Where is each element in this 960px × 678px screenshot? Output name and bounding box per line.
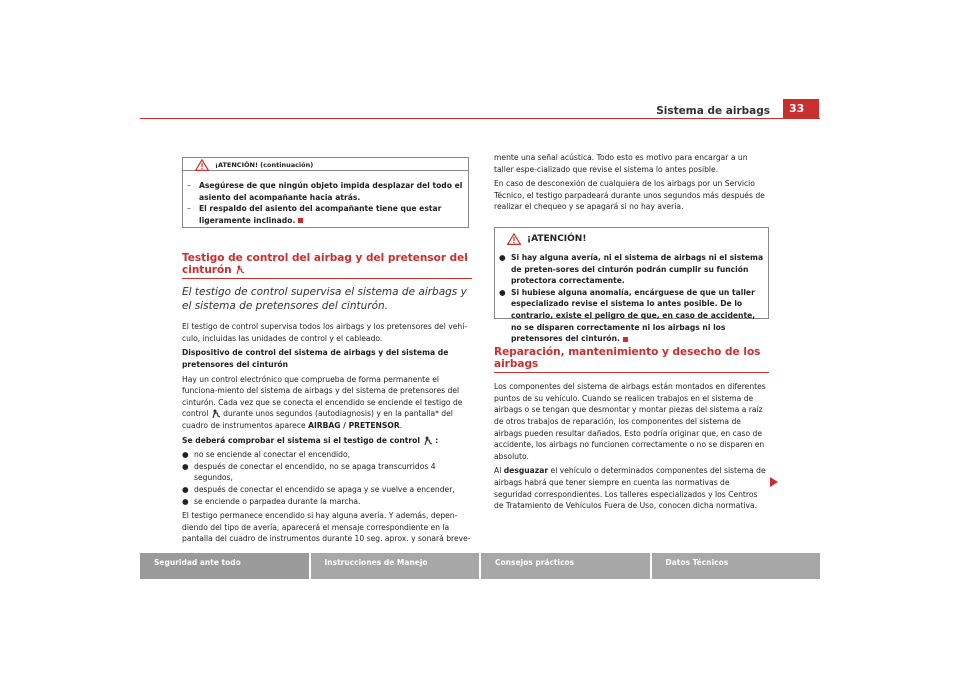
warning-continued-title: ¡ATENCIÓN! (continuación) [215,161,314,169]
right-column-bottom [494,347,769,515]
display-message: AIRBAG / PRETENSOR [308,420,400,430]
warning-continued-list [187,180,465,226]
paragraph: En caso de desconexión de cualquiera de los airbags por un Servicio Técnico, el testigo parpadeará durante unos segundos más después de realizar el chequeo y se apagará si no hay avería. [494,179,765,212]
footer-nav [140,553,820,579]
warning-item: ● Si hay alguna avería, ni el sistema de airbags ni el sistema de preten-sores del cinturón podrán cumplir su función protectora correctamente. [499,253,764,286]
paragraph-text: durante unos segundos (autodiagnosis) y en la pantalla* del cuadro de instrumentos aparece [182,409,453,430]
footer-tab-datos[interactable]: Datos Técnicos [652,553,821,579]
section-title-warning-lamp [182,253,472,279]
paragraph: mente una señal acústica. Todo esto es motivo para encargar a un taller espe-cializado que revise el sistema lo antes posible. [494,153,748,174]
section-title-repair: Reparación, mantenimiento y desecho de los airbags [494,347,769,373]
paragraph [494,465,769,511]
airbag-lamp-icon [423,436,433,446]
list-item-text: después de conectar el encendido, no se apaga transcurridos 4 segundos, [194,461,436,483]
warning-triangle-icon [507,233,521,245]
warning-continued-item-text: Asegúrese de que ningún objeto impida desplazar del todo el asiento del acompañante hacia atrás. [199,181,463,202]
airbag-lamp-icon [211,409,221,419]
warning-header [507,233,586,245]
list-item: ● no se enciende al conectar el encendido, [182,450,351,460]
list-item: ● después de conectar el encendido, no se apaga transcurridos 4 segundos, [182,461,472,484]
check-list [182,449,472,507]
footer-tab-consejos[interactable]: Consejos prácticos [481,553,650,579]
page-number: 33 [783,99,819,118]
list-item-text: se enciende o parpadea durante la marcha. [194,496,361,506]
airbag-lamp-icon [235,265,245,275]
warning-box [494,227,769,344]
end-mark-icon [623,337,628,342]
warning-triangle-icon [195,159,209,171]
warning-list [499,252,765,345]
subheading: Dispositivo de control del sistema de airbags y del sistema de pretensores del cinturón [182,348,449,369]
right-column-top [494,152,769,216]
paragraph-text: el vehículo o determinados componentes del sistema de airbags habrá que tener siempre en cuenta las normativas de seguridad correspondientes. Los talleres especializados y los Centros de Tratamiento de Vehículos Fuera de Uso, conocen dicha normativa. [494,466,766,511]
warning-item-text: Si hubiese alguna anomalía, encárguese de que un taller especializado revise el sistema lo antes posible. De lo contrario, existe el peligro de que, en caso de accidente, no se disparen correctamente ni los airbags ni los pretensores del cinturón. [511,287,756,344]
check-heading [182,435,472,447]
warning-item-text: Si hay alguna avería, ni el sistema de airbags ni el sistema de preten-sores del cinturón podrán cumplir su función protectora correctamente. [511,253,764,286]
section-title-text: Testigo de control del airbag y del pretensor del cinturón [182,252,468,276]
paragraph: El testigo de control supervisa todos los airbags y los pretensores del vehí-culo, incluidas las unidades de control y el cableado. [182,322,468,343]
end-mark-icon [298,218,303,223]
warning-continued-item: – Asegúrese de que ningún objeto impida desplazar del todo el asiento del acompañante hacia atrás. [187,180,465,203]
paragraph: Hay un control electrónico que comprueba de forma permanente el funciona-miento del sistema de airbags y del sistema de pretensores del cinturón. Cada vez que se conecta el encendido se enciende el testigo de control durante unos segundos (autodiagnosis) y en la pantalla* del cuadro de instrumentos aparece AIRBAG / PRETENSOR. [182,374,463,430]
warning-continued-box [182,157,469,228]
warning-continued-item: – El respaldo del asiento del acompañante tiene que estar ligeramente inclinado. [187,204,442,225]
paragraph-text: Hay un control electrónico que comprueba de forma permanente el funciona-miento del sistema de airbags y del sistema de pretensores del cinturón. Cada vez que se conecta el encendido se enciende el testigo de control [182,374,463,419]
section-lead: El testigo de control supervisa el sistema de airbags y el sistema de pretensores del cinturón. [182,286,467,313]
warning-continued-header [195,159,313,171]
list-item-text: después de conectar el encendido se apaga y se vuelve a encender, [194,484,455,494]
check-heading-text: Se deberá comprobar el sistema si el testigo de control [182,435,420,445]
paragraph-text: Al [494,466,502,476]
list-item: ● se enciende o parpadea durante la marcha. [182,496,361,506]
paragraph: Los componentes del sistema de airbags están montados en diferentes puntos de su vehículo. Cuando se realicen trabajos en el sistema de airbags o se tengan que desmontar y montar piezas del sistema a raíz de otros trabajos de reparación, los componentes del sistema de airbags pueden resultar dañados. Esto podría originar que, en caso de accidente, los airbags no funcionen correctamente o no se disparen en absoluto. [494,382,766,461]
running-header-title: Sistema de airbags [656,105,770,117]
warning-continued-item-text: El respaldo del asiento del acompañante tiene que estar ligeramente inclinado. [199,204,442,225]
next-page-arrow-icon[interactable] [770,477,778,487]
paragraph: El testigo permanece encendido si hay alguna avería. Y además, depen-diendo del tipo de avería, aparecerá el mensaje correspondiente en la pantalla del cuadro de instrumentos durante 10 seg. aprox. y sonará breve- [182,511,471,544]
header-rule [140,118,820,119]
list-item-text: no se enciende al conectar el encendido, [194,450,351,460]
footer-tab-instrucciones[interactable]: Instrucciones de Manejo [311,553,480,579]
footer-tab-seguridad[interactable]: Seguridad ante todo [140,553,309,579]
left-column [182,253,472,548]
paragraph-bold-text: desguazar [503,466,549,476]
warning-item: ● Si hubiese alguna anomalía, encárguese de que un taller especializado revise el sistema lo antes posible. De lo contrario, existe el peligro de que, en caso de accidente, no se disparen correctamente ni los airbags ni los pretensores del cinturón. [499,287,756,344]
warning-title: ¡ATENCIÓN! [527,234,587,244]
list-item: ● después de conectar el encendido se apaga y se vuelve a encender, [182,484,455,494]
check-heading-colon: : [435,435,439,445]
